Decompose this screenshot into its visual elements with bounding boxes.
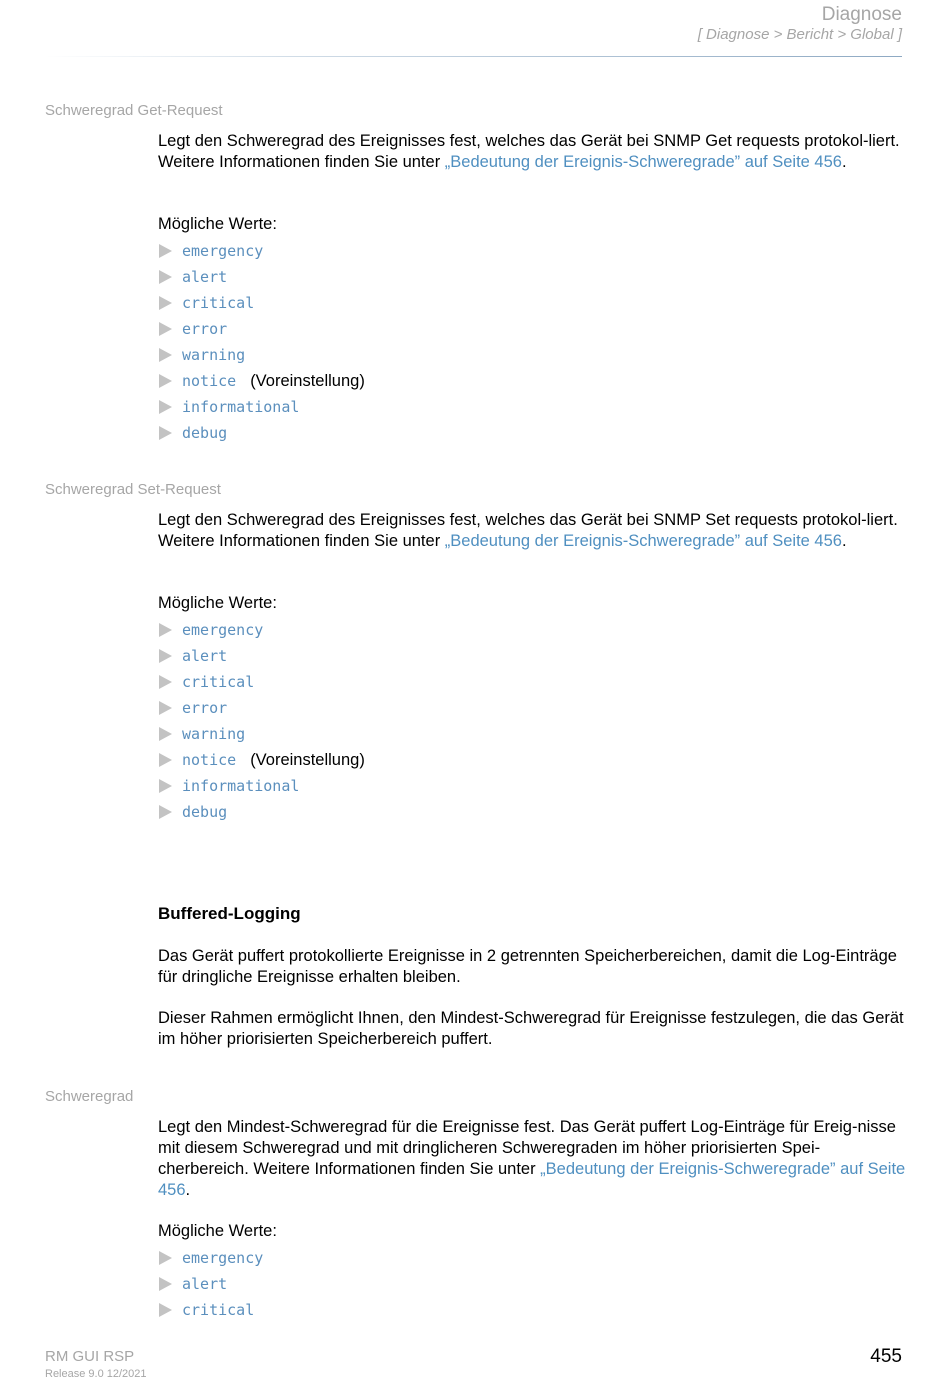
buffered-intro-paragraph: Das Gerät puffert protokollierte Ereignisse in 2 getrennten Speicherbereichen, damit die Log-Einträge für dringliche Ereignisse erhalten bleiben. bbox=[158, 947, 897, 986]
value-code: critical bbox=[182, 294, 255, 312]
default-note: (Voreinstellung) bbox=[250, 751, 365, 769]
description-end: . bbox=[841, 532, 847, 550]
value-item bbox=[158, 1245, 263, 1271]
value-code: critical bbox=[182, 1301, 255, 1319]
value-code: warning bbox=[182, 725, 246, 743]
triangle-right-icon bbox=[159, 348, 172, 362]
triangle-right-icon bbox=[159, 805, 172, 819]
severity-meaning-link[interactable]: „Bedeutung der Ereignis-Schweregrade” auf Seite 456 bbox=[444, 153, 842, 171]
value-item bbox=[158, 773, 365, 799]
triangle-right-icon bbox=[159, 400, 172, 414]
triangle-right-icon bbox=[159, 753, 172, 767]
value-item bbox=[158, 643, 365, 669]
triangle-right-icon bbox=[159, 1277, 172, 1291]
value-item bbox=[158, 747, 365, 773]
value-code: emergency bbox=[182, 621, 264, 639]
value-item bbox=[158, 1297, 263, 1323]
triangle-right-icon bbox=[159, 779, 172, 793]
value-item bbox=[158, 342, 365, 368]
description-end: . bbox=[185, 1181, 191, 1199]
triangle-right-icon bbox=[159, 296, 172, 310]
triangle-right-icon bbox=[159, 270, 172, 284]
severity-meaning-link[interactable]: „Bedeutung der Ereignis-Schweregrade” auf Seite 456 bbox=[158, 1160, 906, 1199]
description-text: Legt den Schweregrad des Ereignisses fest, welches das Gerät bei SNMP Set requests protokol-liert. Weitere Informationen finden Sie unter bbox=[158, 511, 898, 550]
value-code: emergency bbox=[182, 1249, 264, 1267]
description-text: Legt den Mindest-Schweregrad für die Ereignisse fest. Das Gerät puffert Log-Einträge für Ereig-nisse mit diesem Schweregrad und mit dringlicheren Schweregraden im höher priorisierten Spei-cherbereich. Weitere Informationen finden Sie unter bbox=[158, 1118, 896, 1178]
severity-meaning-link[interactable]: „Bedeutung der Ereignis-Schweregrade” auf Seite 456 bbox=[444, 532, 842, 550]
buffered-frame-paragraph: Dieser Rahmen ermöglicht Ihnen, den Mindest-Schweregrad für Ereignisse festzulegen, die das Gerät im höher priorisierten Speicherbereich puffert. bbox=[158, 1009, 904, 1048]
triangle-right-icon bbox=[159, 649, 172, 663]
footer-release: Release 9.0 12/2021 bbox=[45, 1368, 147, 1380]
value-code: emergency bbox=[182, 242, 264, 260]
triangle-right-icon bbox=[159, 727, 172, 741]
triangle-right-icon bbox=[159, 701, 172, 715]
value-item bbox=[158, 368, 365, 394]
value-item bbox=[158, 721, 365, 747]
param-label-get-request: Schweregrad Get-Request bbox=[45, 102, 223, 119]
value-code: alert bbox=[182, 1275, 228, 1293]
value-code: debug bbox=[182, 424, 228, 442]
value-item bbox=[158, 420, 365, 446]
value-code: alert bbox=[182, 268, 228, 286]
param-description-get-request bbox=[158, 131, 908, 173]
values-list-severity bbox=[158, 1245, 263, 1323]
footer-document-name: RM GUI RSP bbox=[45, 1348, 135, 1365]
value-code: notice bbox=[182, 372, 237, 390]
triangle-right-icon bbox=[159, 1251, 172, 1265]
value-item bbox=[158, 799, 365, 825]
triangle-right-icon bbox=[159, 426, 172, 440]
value-code: informational bbox=[182, 777, 300, 795]
value-code: error bbox=[182, 320, 228, 338]
values-heading: Mögliche Werte: bbox=[158, 1222, 277, 1240]
values-list-get-request bbox=[158, 238, 365, 446]
triangle-right-icon bbox=[159, 322, 172, 336]
values-heading: Mögliche Werte: bbox=[158, 594, 277, 612]
description-end: . bbox=[841, 153, 847, 171]
value-item bbox=[158, 238, 365, 264]
triangle-right-icon bbox=[159, 623, 172, 637]
values-list-set-request bbox=[158, 617, 365, 825]
value-code: critical bbox=[182, 673, 255, 691]
value-item bbox=[158, 316, 365, 342]
value-code: alert bbox=[182, 647, 228, 665]
triangle-right-icon bbox=[159, 244, 172, 258]
value-code: notice bbox=[182, 751, 237, 769]
triangle-right-icon bbox=[159, 374, 172, 388]
default-note: (Voreinstellung) bbox=[250, 372, 365, 390]
page-number: 455 bbox=[870, 1346, 902, 1367]
value-item bbox=[158, 394, 365, 420]
value-item bbox=[158, 617, 365, 643]
param-label-set-request: Schweregrad Set-Request bbox=[45, 481, 221, 498]
breadcrumb: [ Diagnose > Bericht > Global ] bbox=[697, 26, 902, 43]
value-item bbox=[158, 695, 365, 721]
description-text: Legt den Schweregrad des Ereignisses fest, welches das Gerät bei SNMP Get requests protokol-liert. Weitere Informationen finden Sie unter bbox=[158, 132, 900, 171]
value-item bbox=[158, 1271, 263, 1297]
param-description-severity bbox=[158, 1117, 908, 1201]
value-code: debug bbox=[182, 803, 228, 821]
value-item bbox=[158, 669, 365, 695]
section-heading-buffered-logging: Buffered-Logging bbox=[158, 904, 301, 923]
param-label-severity: Schweregrad bbox=[45, 1088, 134, 1105]
triangle-right-icon bbox=[159, 675, 172, 689]
triangle-right-icon bbox=[159, 1303, 172, 1317]
values-heading: Mögliche Werte: bbox=[158, 215, 277, 233]
value-item bbox=[158, 290, 365, 316]
page-header-title: Diagnose bbox=[821, 4, 902, 25]
value-code: error bbox=[182, 699, 228, 717]
value-item bbox=[158, 264, 365, 290]
header-divider bbox=[45, 56, 902, 57]
value-code: informational bbox=[182, 398, 300, 416]
value-code: warning bbox=[182, 346, 246, 364]
param-description-set-request bbox=[158, 510, 908, 552]
